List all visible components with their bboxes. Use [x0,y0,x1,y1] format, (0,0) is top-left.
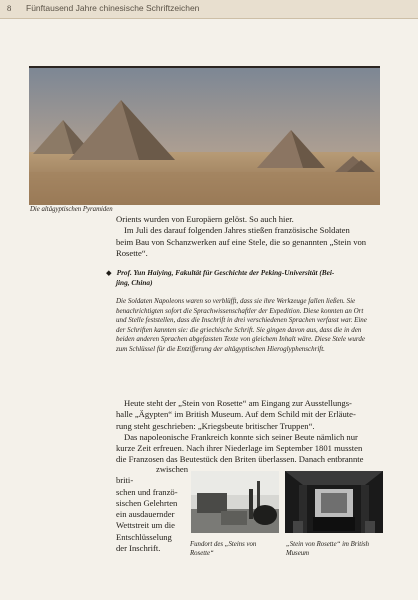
quote-line: Die Soldaten Napoleons waren so verblüfft, dass sie ihre Werkzeuge fallen ließen. Sie [116,297,356,305]
page-number: 8 [7,3,12,13]
expert-name-line2: jing, China) [116,277,153,287]
text-line: Orients wurden von Europäern gelöst. So auch hier. [116,214,294,224]
expert-name-line1: Prof. Yun Haiying, Fakultät für Geschichte der Peking-Universität (Bei- [116,268,335,277]
page-header [0,0,418,19]
british-museum-illustration [285,471,383,533]
text-line: sischen Gelehrten [116,497,178,508]
quote-line: benachrichtigten sofort die Sprachwissenschaftler der Expedition. Diese konnten an Ort [116,306,364,315]
diamond-icon: ◆ [106,268,112,277]
british-museum-photo [285,471,383,533]
quote-line: der Schriften kannten sie: die griechische Schrift. Sie gingen davon aus, dass die in den [116,325,362,334]
text-line: kurze Zeit erfreuen. Nach ihrer Niederlage im September 1801 mussten [116,443,363,454]
paragraph-3 [116,464,188,554]
text-line: Entschlüsselung [116,531,172,542]
rosetta-site-photo [191,471,279,533]
text-line: Heute steht der „Stein von Rosette“ am Eingang zur Ausstellungs- [124,398,352,408]
text-line: ein ausdauernder [116,509,175,520]
paragraph-1 [116,214,384,259]
text-line: Im Juli des darauf folgenden Jahres stießen französische Soldaten [124,225,350,236]
text-line: Das napoleonische Frankreich konnte sich seiner Beute nämlich nur [124,431,358,442]
paragraph-2 [116,398,384,466]
quote-line: beiden anderen Sprachen abgefassten Texte von gleichem Inhalt wäre. Diese Stele wurde [116,335,365,344]
text-line: briti- [116,475,134,486]
running-title: Fünftausend Jahre chinesische Schriftzeichen [26,3,200,13]
expert-note-heading [106,268,386,288]
text-line: der Inschrift. [116,543,161,554]
pyramids-photo [29,66,380,205]
pyramids-caption: Die altägyptischen Pyramiden [30,206,113,213]
text-line: die Franzosen das Beutestück den Briten überlassen. Danach entbrannte [116,454,364,465]
rosetta-site-illustration [191,471,279,533]
pyramids-illustration [29,68,380,205]
text-line: Wettstreit um die [116,520,175,531]
expert-quote [116,297,386,355]
quote-line: und Stelle feststellen, dass die Inschrift in drei verschiedenen Sprachen verfasst war. Eine [116,316,367,325]
text-line: Rosette“. [116,247,148,258]
text-line: halle „Ägypten“ im British Museum. Auf dem Schild mit der Erläute- [116,409,356,420]
text-line: beim Bau von Schanzwerken auf eine Stele, die so genannten „Stein von [116,236,367,247]
quote-line: zum Schlüssel für die Entzifferung der altägyptischen Hieroglyphenschrift. [116,344,325,353]
text-line: zwischen [156,464,188,474]
text-line: rung steht geschrieben: „Kriegsbeute britischer Truppen“. [116,420,315,431]
text-line: schen und franzö- [116,486,178,497]
british-museum-caption: „Stein von Rosette“ im British Museum [286,541,370,557]
rosetta-site-caption: Fundort des „Steins von Rosette“ [190,541,257,557]
